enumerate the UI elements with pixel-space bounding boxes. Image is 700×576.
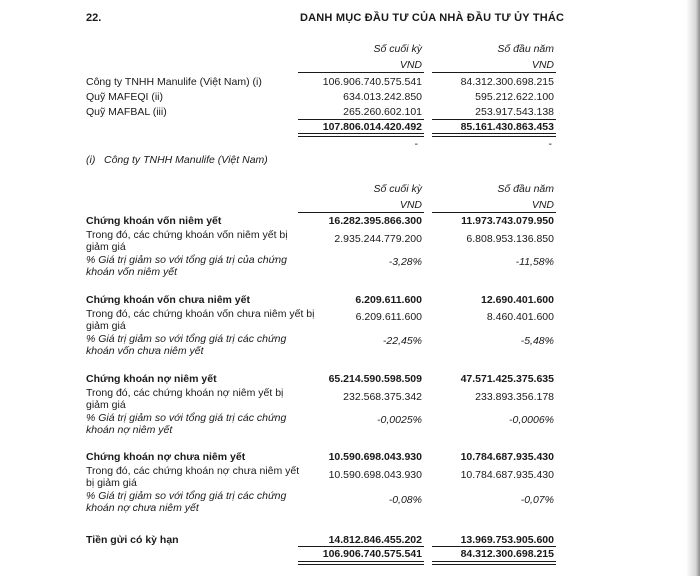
detail-total-end: 106.906.740.575.541 xyxy=(322,548,422,560)
section-sub1-line2: bị giảm giá xyxy=(86,477,137,489)
section-sub2-end: -0,0025% xyxy=(377,414,422,426)
summary-header-rule-begin xyxy=(432,72,556,73)
section-sub2-line2: khoán nợ chưa niêm yết xyxy=(86,502,199,514)
section-sub1-begin: 8.460.401.600 xyxy=(486,311,554,323)
detail-total-rule-end xyxy=(298,546,424,547)
detail-total-double-rule-begin xyxy=(432,561,556,565)
section-begin: 12.690.401.600 xyxy=(481,294,554,306)
detail-col-begin-unit: VND xyxy=(531,199,554,211)
detail-col-end-unit: VND xyxy=(399,199,422,211)
summary-total-double-rule-begin xyxy=(432,133,556,137)
detail-col-end-header: Số cuối kỳ xyxy=(373,183,422,195)
section-sub2-line2: khoán vốn chưa niêm yết xyxy=(86,345,204,357)
note-number: 22. xyxy=(86,12,102,24)
scan-shadow-edge xyxy=(686,0,700,576)
subtitle-index: (i) xyxy=(86,154,96,166)
summary-row-begin: 253.917.543.138 xyxy=(475,106,554,118)
summary-row-begin: 84.312.300.698.215 xyxy=(460,76,554,88)
section-sub1-end: 10.590.698.043.930 xyxy=(328,469,422,481)
summary-col-end-unit: VND xyxy=(399,59,422,71)
section-sub1-line2: giảm giá xyxy=(86,241,126,253)
section-title: Chứng khoán vốn chưa niêm yết xyxy=(86,294,250,306)
summary-dash-begin: - xyxy=(548,138,552,150)
summary-total-begin: 85.161.430.863.453 xyxy=(460,121,554,133)
section-sub1-line1: Trong đó, các chứng khoán vốn niêm yết bị xyxy=(86,229,288,241)
section-sub1-line2: giảm giá xyxy=(86,399,126,411)
deposit-end: 14.812.846.455.202 xyxy=(328,534,422,546)
summary-header-rule-end xyxy=(298,72,424,73)
summary-row-begin: 595.212.622.100 xyxy=(475,91,554,103)
detail-header-rule-end xyxy=(298,212,424,213)
detail-total-begin: 84.312.300.698.215 xyxy=(460,548,554,560)
subtitle-text: Công ty TNHH Manulife (Việt Nam) xyxy=(104,154,268,166)
section-title: Chứng khoán vốn niêm yết xyxy=(86,215,222,227)
summary-row-end: 634.013.242.850 xyxy=(343,91,422,103)
section-sub2-begin: -5,48% xyxy=(520,335,554,347)
section-sub2-end: -3,28% xyxy=(388,256,422,268)
summary-row-label: Quỹ MAFBAL (iii) xyxy=(86,106,167,118)
section-sub1-end: 6.209.611.600 xyxy=(355,311,422,323)
section-sub2-line1: % Giá trị giảm so với tổng giá trị các chứng xyxy=(86,333,287,345)
summary-row-label: Công ty TNHH Manulife (Việt Nam) (i) xyxy=(86,76,262,88)
section-sub2-begin: -11,58% xyxy=(515,256,554,268)
section-sub1-begin: 233.893.356.178 xyxy=(475,391,554,403)
section-sub2-begin: -0,0006% xyxy=(509,414,554,426)
section-sub2-end: -0,08% xyxy=(388,494,422,506)
section-end: 10.590.698.043.930 xyxy=(328,451,422,463)
section-sub2-end: -22,45% xyxy=(382,335,422,347)
section-sub1-line1: Trong đó, các chứng khoán vốn chưa niêm yết bị xyxy=(86,308,315,320)
section-sub1-begin: 6.808.953.136.850 xyxy=(466,233,554,245)
section-sub1-line1: Trong đó, các chứng khoán nợ niêm yết bị xyxy=(86,387,284,399)
section-sub1-end: 2.935.244.779.200 xyxy=(334,233,422,245)
summary-dash-end: - xyxy=(414,138,418,150)
deposit-label: Tiền gửi có kỳ hạn xyxy=(86,534,179,546)
summary-total-double-rule-end xyxy=(298,133,424,137)
section-begin: 47.571.425.375.635 xyxy=(460,373,554,385)
detail-total-double-rule-end xyxy=(298,561,424,565)
section-sub2-line1: % Giá trị giảm so với tổng giá trị các chứng xyxy=(86,412,287,424)
summary-row-end: 106.906.740.575.541 xyxy=(322,76,422,88)
section-title: Chứng khoán nợ chưa niêm yết xyxy=(86,451,246,463)
summary-total-rule-end xyxy=(298,119,424,120)
summary-col-begin-unit: VND xyxy=(531,59,554,71)
summary-row-label: Quỹ MAFEQI (ii) xyxy=(86,91,164,103)
section-begin: 11.973.743.079.950 xyxy=(461,215,554,227)
summary-col-end-header: Số cuối kỳ xyxy=(373,43,422,55)
page-title: DANH MỤC ĐẦU TƯ CỦA NHÀ ĐẦU TƯ ỦY THÁC xyxy=(300,12,565,24)
section-sub1-line1: Trong đó, các chứng khoán nợ chưa niêm yết xyxy=(86,465,300,477)
detail-total-rule-begin xyxy=(432,546,556,547)
detail-header-rule-begin xyxy=(432,212,556,213)
section-sub2-line1: % Giá trị giảm so với tổng giá trị của chứng xyxy=(86,254,287,266)
summary-total-rule-begin xyxy=(432,119,556,120)
section-sub1-end: 232.568.375.342 xyxy=(343,391,422,403)
section-end: 16.282.395.866.300 xyxy=(328,215,422,227)
section-end: 65.214.590.598.509 xyxy=(328,373,422,385)
summary-row-end: 265.260.602.101 xyxy=(343,106,422,118)
section-sub1-line2: giảm giá xyxy=(86,320,126,332)
section-sub2-line2: khoán nợ niêm yết xyxy=(86,424,173,436)
section-begin: 10.784.687.935.430 xyxy=(460,451,554,463)
deposit-begin: 13.969.753.905.600 xyxy=(460,534,554,546)
section-end: 6.209.611.600 xyxy=(355,294,422,306)
section-sub1-begin: 10.784.687.935.430 xyxy=(460,469,554,481)
summary-col-begin-header: Số đầu năm xyxy=(497,43,554,55)
summary-total-end: 107.806.014.420.492 xyxy=(322,121,422,133)
section-title: Chứng khoán nợ niêm yết xyxy=(86,373,217,385)
section-sub2-line2: khoán vốn niêm yết xyxy=(86,266,178,278)
section-sub2-begin: -0,07% xyxy=(520,494,554,506)
detail-col-begin-header: Số đầu năm xyxy=(497,183,554,195)
section-sub2-line1: % Giá trị giảm so với tổng giá trị các chứng xyxy=(86,490,287,502)
